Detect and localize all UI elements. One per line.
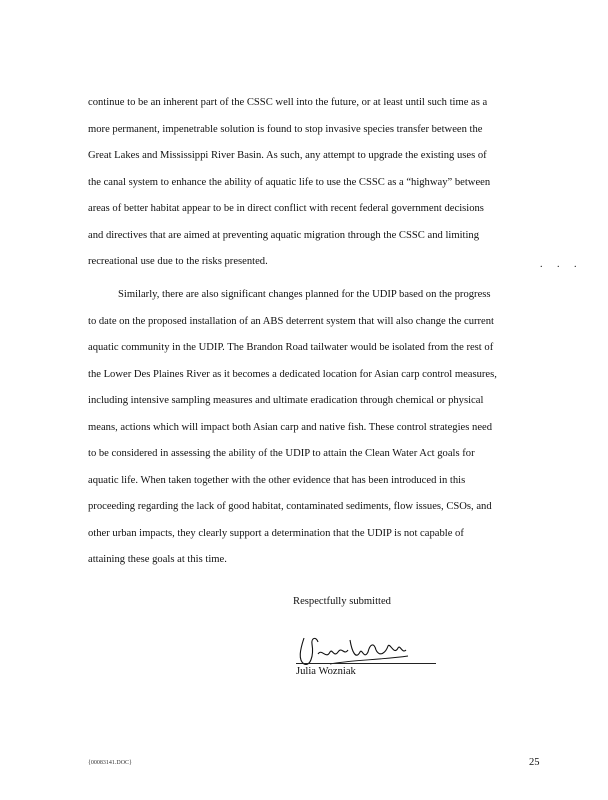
signer-name: Julia Wozniak xyxy=(296,666,356,677)
paragraph-line: Great Lakes and Mississippi River Basin. As such, any attempt to upgrade the existing uses of xyxy=(88,150,487,161)
closing-text: Respectfully submitted xyxy=(293,596,391,607)
paragraph-line: aquatic life. When taken together with the other evidence that has been introduced in this xyxy=(88,474,466,486)
margin-dots: . . . xyxy=(540,259,583,270)
paragraph-line: other urban impacts, they clearly support a determination that the UDIP is not capable of xyxy=(88,527,464,539)
paragraph-line: including intensive sampling measures and ultimate eradication through chemical or physical xyxy=(88,395,484,406)
handwritten-signature xyxy=(290,630,440,670)
paragraph-2 xyxy=(88,282,538,574)
paragraph-line: aquatic community in the UDIP. The Brandon Road tailwater would be isolated from the rest of xyxy=(88,342,494,353)
footer-doc-id: {00083141.DOC} xyxy=(88,760,132,766)
paragraph-line: recreational use due to the risks presented. xyxy=(88,256,268,267)
paragraph-line: to date on the proposed installation of an ABS deterrent system that will also change the current xyxy=(88,315,494,327)
paragraph-line: to be considered in assessing the ability of the UDIP to attain the Clean Water Act goals for xyxy=(88,448,475,459)
paragraph-1 xyxy=(88,90,538,276)
paragraph-line: the canal system to enhance the ability of aquatic life to use the CSSC as a “highway” between xyxy=(88,176,491,188)
signature-block xyxy=(290,630,440,690)
paragraph-line: the Lower Des Plaines River as it becomes a dedicated location for Asian carp control measures, xyxy=(88,368,497,380)
page-number: 25 xyxy=(529,757,540,768)
paragraph-line: and directives that are aimed at preventing aquatic migration through the CSSC and limiting xyxy=(88,229,479,241)
paragraph-line: areas of better habitat appear to be in direct conflict with recent federal government decisions xyxy=(88,203,484,214)
paragraph-line: means, actions which will impact both Asian carp and native fish. These control strategies need xyxy=(88,421,493,433)
paragraph-line: continue to be an inherent part of the CSSC well into the future, or at least until such time as a xyxy=(88,97,488,108)
signature-line xyxy=(296,663,436,664)
paragraph-line: proceeding regarding the lack of good habitat, contaminated sediments, flow issues, CSOs, and xyxy=(88,501,492,512)
paragraph-line: Similarly, there are also significant changes planned for the UDIP based on the progress xyxy=(118,289,491,300)
paragraph-line: more permanent, impenetrable solution is found to stop invasive species transfer between the xyxy=(88,123,483,135)
paragraph-line: attaining these goals at this time. xyxy=(88,554,227,565)
